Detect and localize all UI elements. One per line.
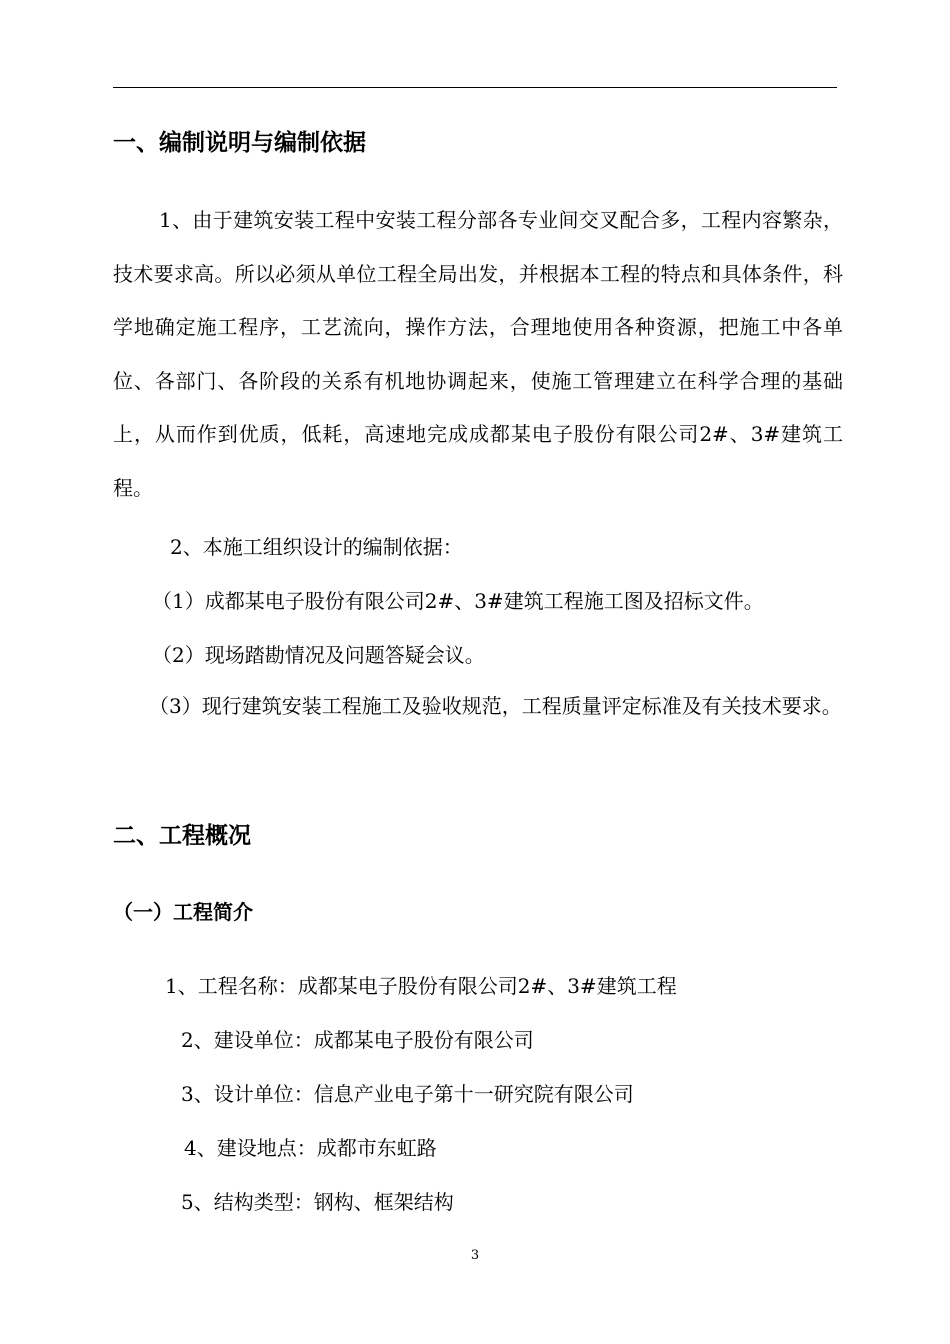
page-number: 3 (470, 1248, 480, 1263)
basis-intro: 2、本施工组织设计的编制依据： (170, 535, 463, 559)
construction-site: 4、建设地点：成都市东虹路 (184, 1136, 437, 1160)
subsection-heading: （一）工程简介 (113, 900, 253, 924)
section-heading-1: 一、编制说明与编制依据 (113, 130, 366, 156)
structure-type: 5、结构类型：钢构、框架结构 (181, 1190, 454, 1214)
basis-item-1: （1）成都某电子股份有限公司2#、3#建筑工程施工图及招标文件。 (152, 589, 764, 613)
design-unit: 3、设计单位：信息产业电子第十一研究院有限公司 (181, 1082, 634, 1106)
construction-unit: 2、建设单位：成都某电子股份有限公司 (181, 1028, 534, 1052)
section-heading-2: 二、工程概况 (113, 823, 251, 849)
basis-item-2: （2）现场踏勘情况及问题答疑会议。 (152, 643, 485, 667)
header-rule (113, 87, 837, 88)
basis-item-3: （3）现行建筑安装工程施工及验收规范，工程质量评定标准及有关技术要求。 (149, 694, 842, 718)
project-name: 1、工程名称：成都某电子股份有限公司2#、3#建筑工程 (165, 974, 677, 998)
intro-paragraph: 1、由于建筑安装工程中安装工程分部各专业间交叉配合多，工程内容繁杂，技术要求高。所以必须从单位工程全局出发，并根据本工程的特点和具体条件，科学地确定施工程序，工艺流向，操作方法，合理地使用各种资源，把施工中各单位、各部门、各阶段的关系有机地协调起来，使施工管理建立在科学合理的基础上，从而作到优质，低耗，高速地完成成都某电子股份有限公司2#、3#建筑工程。 (113, 208, 843, 500)
